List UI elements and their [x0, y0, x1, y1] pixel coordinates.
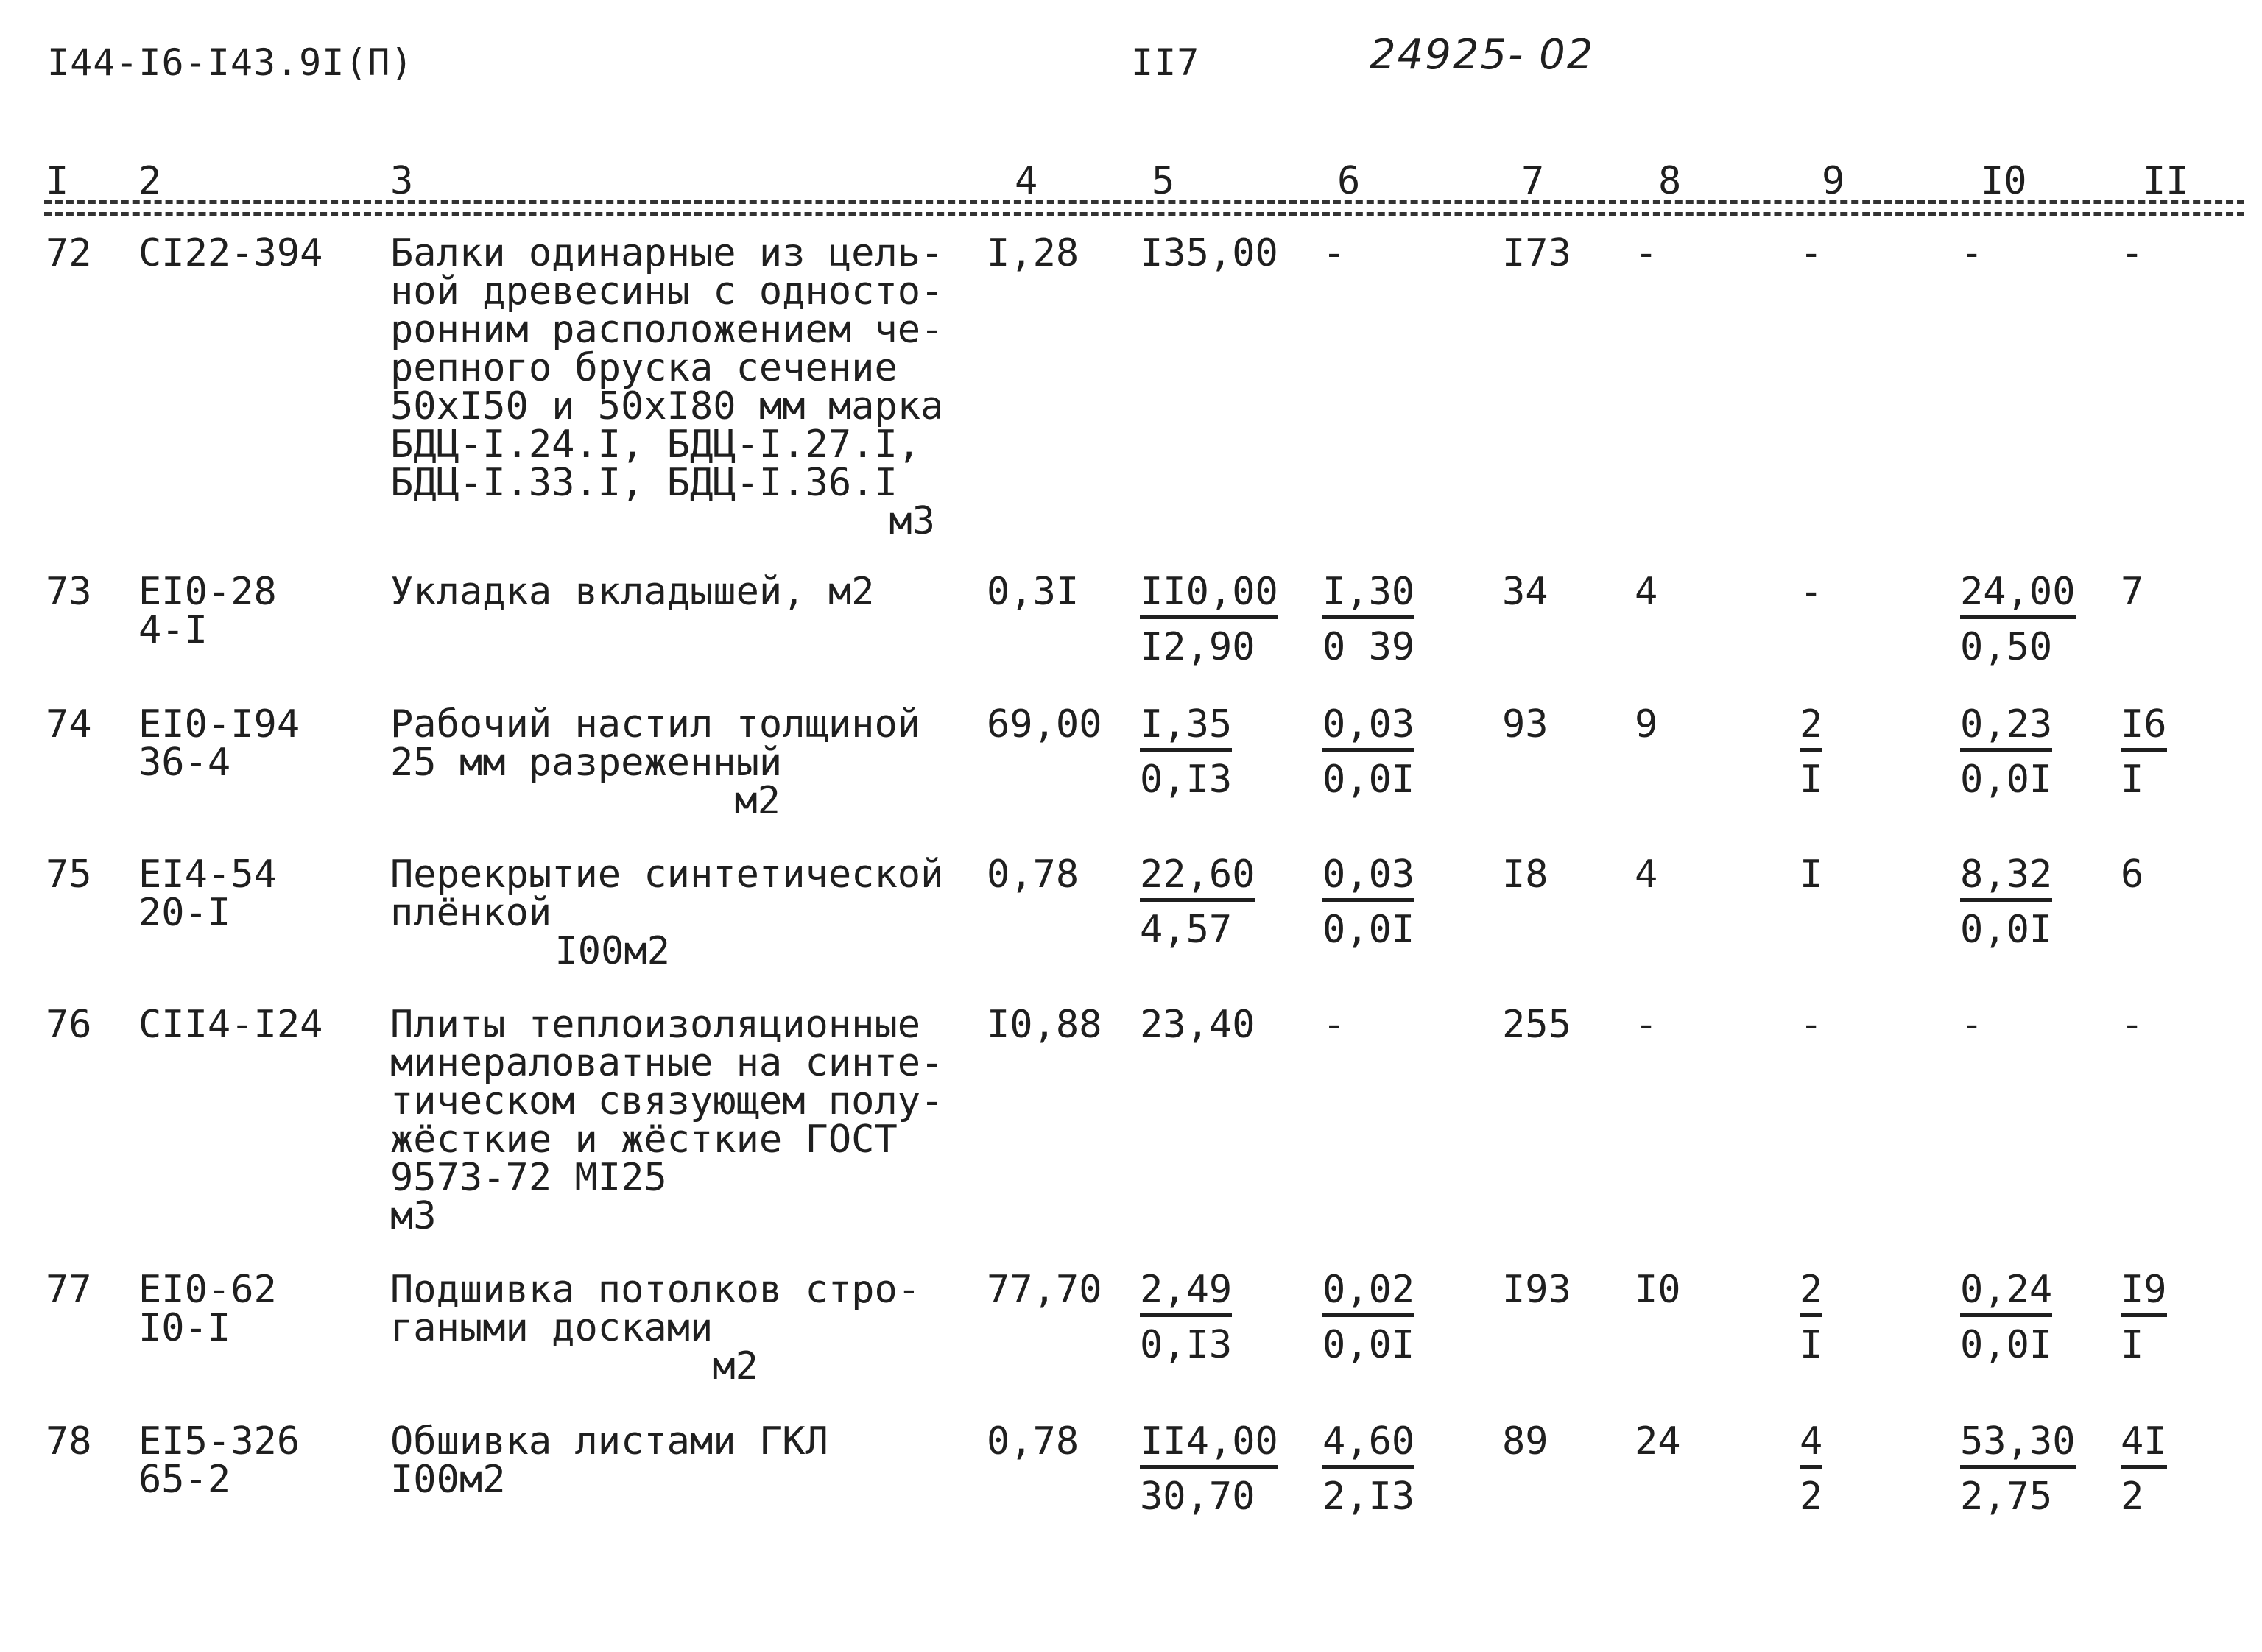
cost-fraction: $\frac{0,02}{0,0I}$	[1322, 1268, 1415, 1367]
cost-cell: 4	[1635, 570, 1658, 614]
cost-fraction: $\frac{4,60}{2,I3}$	[1322, 1419, 1415, 1519]
work-description: Рабочий настил толщиной 25 мм разреженный м2	[390, 702, 921, 823]
cost-fraction: $\frac{8,32}{0,0I}$	[1960, 853, 2053, 952]
work-description: Подшивка потолков стро- гаными досками м2	[390, 1268, 921, 1388]
cost-fraction: $\frac{I,35}{0,I3}$	[1140, 702, 1233, 802]
work-description: Укладка вкладышей, м2	[390, 570, 875, 614]
cost-cell: 23,40	[1140, 1003, 1255, 1047]
table-row	[0, 1250, 2262, 1402]
rate-code: EI5-326 65-2	[138, 1419, 300, 1502]
work-description: Плиты теплоизоляционные минераловатные на синте- тическом связующем полу- жёсткие и жёсткие ГОСТ 9573-72 MI25 м3	[390, 1003, 944, 1238]
cost-cell: -	[2121, 231, 2144, 275]
page-number: II7	[1131, 41, 1200, 84]
cost-fraction: $\frac{4}{2}$	[1800, 1419, 1823, 1519]
row-number: 76	[46, 1003, 92, 1047]
cost-fraction: $\frac{0,23}{0,0I}$	[1960, 702, 2053, 802]
table-row	[0, 685, 2262, 835]
cost-fraction: $\frac{I6}{I}$	[2121, 702, 2167, 802]
quantity: 69,00	[987, 702, 1102, 746]
cost-fraction: $\frac{2}{I}$	[1800, 702, 1823, 802]
rate-code: EI4-54 20-I	[138, 853, 277, 935]
work-description: Перекрытие синтетической плёнкой I00м2	[390, 853, 944, 973]
cost-cell: I0	[1635, 1268, 1681, 1312]
rate-code: CII4-I24	[138, 1003, 323, 1047]
column-number: 6	[1337, 159, 1361, 203]
cost-cell: -	[1800, 231, 1823, 275]
unit-label: I00м2	[554, 929, 670, 973]
quantity: 77,70	[987, 1268, 1102, 1312]
column-number: 7	[1521, 159, 1545, 203]
cost-cell: 93	[1502, 702, 1548, 746]
column-number: I0	[1981, 159, 2027, 203]
quantity: 0,3I	[987, 570, 1079, 614]
cost-cell: -	[1960, 1003, 1984, 1047]
work-description: Балки одинарные из цель- ной древесины с односто- ронним расположением че- репного бруска сечение 50xI50 и 50xI80 мм марка БДЦ-I.24.I, БДЦ-I.27.I, БДЦ-I.33.I, БДЦ-I.36.I м3	[390, 231, 944, 543]
row-number: 74	[46, 702, 92, 746]
cost-fraction: $\frac{22,60}{4,57}$	[1140, 853, 1255, 952]
column-numbers-header	[0, 159, 2262, 203]
cost-fraction: $\frac{I9}{I}$	[2121, 1268, 2167, 1367]
cost-cell: 89	[1502, 1419, 1548, 1464]
rate-code: CI22-394	[138, 231, 323, 275]
cost-cell: -	[1322, 1003, 1346, 1047]
cost-fraction: $\frac{53,30}{2,75}$	[1960, 1419, 2076, 1519]
cost-fraction: $\frac{4I}{2}$	[2121, 1419, 2167, 1519]
cost-cell: -	[1635, 1003, 1658, 1047]
column-number: 3	[390, 159, 414, 203]
column-number: 4	[1015, 159, 1038, 203]
cost-fraction: $\frac{I,30}{0 39}$	[1322, 570, 1415, 669]
column-number: 2	[138, 159, 162, 203]
document-code: I44-I6-I43.9I(П)	[47, 41, 414, 84]
rate-code: EI0-28 4-I	[138, 570, 277, 652]
quantity: I0,88	[987, 1003, 1102, 1047]
table-row	[0, 1402, 2262, 1549]
column-number: II	[2143, 159, 2189, 203]
quantity: I,28	[987, 231, 1079, 275]
row-number: 73	[46, 570, 92, 614]
table-row	[0, 835, 2262, 985]
estimate-table	[0, 213, 2262, 1549]
cost-cell: -	[1960, 231, 1984, 275]
column-number: 8	[1658, 159, 1682, 203]
cost-cell: -	[2121, 1003, 2144, 1047]
cost-fraction: $\frac{0,03}{0,0I}$	[1322, 702, 1415, 802]
cost-cell: 6	[2121, 853, 2144, 897]
cost-cell: 24	[1635, 1419, 1681, 1464]
cost-cell: I35,00	[1140, 231, 1278, 275]
cost-fraction: $\frac{II0,00}{I2,90}$	[1140, 570, 1278, 669]
cost-cell: I	[1800, 853, 1823, 897]
quantity: 0,78	[987, 853, 1079, 897]
cost-fraction: $\frac{0,24}{0,0I}$	[1960, 1268, 2053, 1367]
cost-cell: 9	[1635, 702, 1658, 746]
header-rule	[44, 200, 2244, 204]
cost-cell: -	[1800, 1003, 1823, 1047]
cost-cell: I73	[1502, 231, 1571, 275]
quantity: 0,78	[987, 1419, 1079, 1464]
handwritten-stamp: 24925- 02	[1370, 31, 1595, 79]
row-number: 72	[46, 231, 92, 275]
unit-label: м2	[712, 1344, 758, 1388]
table-row	[0, 213, 2262, 552]
cost-cell: 7	[2121, 570, 2144, 614]
cost-cell: -	[1635, 231, 1658, 275]
cost-fraction: $\frac{II4,00}{30,70}$	[1140, 1419, 1278, 1519]
unit-label: м3	[889, 499, 935, 543]
cost-cell: 255	[1502, 1003, 1571, 1047]
column-number: 9	[1822, 159, 1845, 203]
row-number: 78	[46, 1419, 92, 1464]
cost-fraction: $\frac{2,49}{0,I3}$	[1140, 1268, 1233, 1367]
cost-cell: -	[1800, 570, 1823, 614]
table-row	[0, 985, 2262, 1250]
cost-cell: 34	[1502, 570, 1548, 614]
work-description: Обшивка листами ГКЛ I00м2	[390, 1419, 828, 1502]
cost-cell: 4	[1635, 853, 1658, 897]
cost-fraction: $\frac{24,00}{0,50}$	[1960, 570, 2076, 669]
rate-code: EI0-62 I0-I	[138, 1268, 277, 1350]
cost-fraction: $\frac{2}{I}$	[1800, 1268, 1823, 1367]
cost-cell: I93	[1502, 1268, 1571, 1312]
row-number: 75	[46, 853, 92, 897]
cost-cell: I8	[1502, 853, 1548, 897]
cost-cell: -	[1322, 231, 1346, 275]
cost-fraction: $\frac{0,03}{0,0I}$	[1322, 853, 1415, 952]
unit-label: м2	[734, 779, 781, 823]
rate-code: EI0-I94 36-4	[138, 702, 300, 785]
column-number: I	[46, 159, 69, 203]
row-number: 77	[46, 1268, 92, 1312]
table-row	[0, 552, 2262, 685]
column-number: 5	[1152, 159, 1175, 203]
